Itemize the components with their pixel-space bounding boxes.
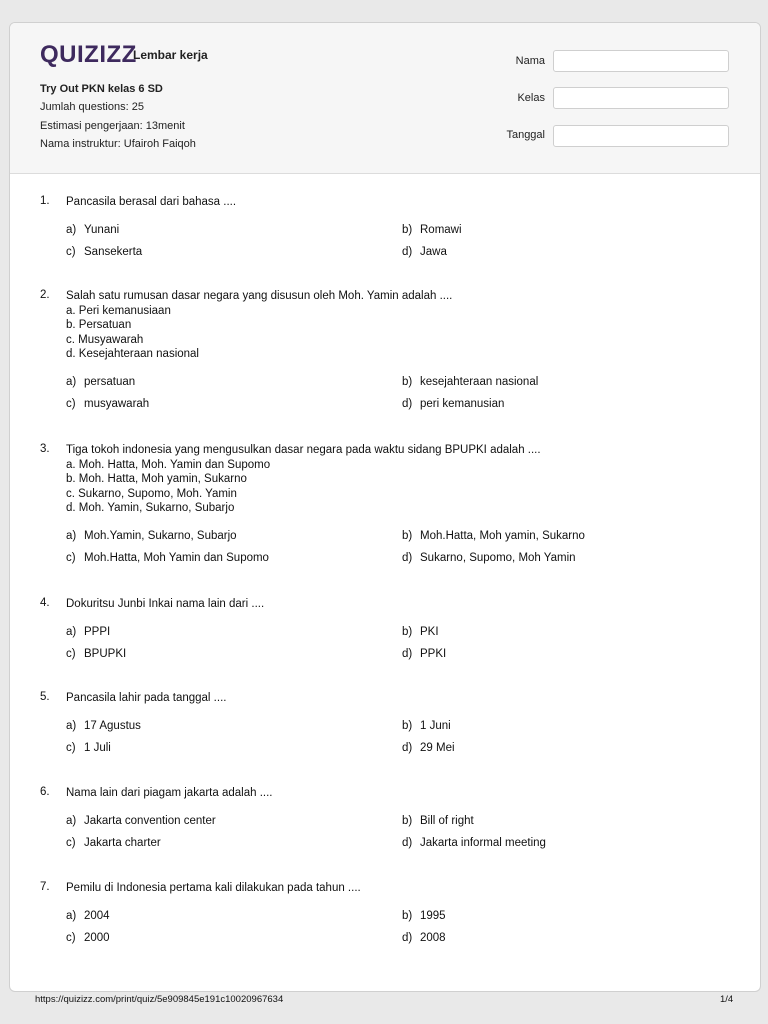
option-text: PKI: [420, 626, 439, 638]
answer-option: [402, 815, 474, 827]
question-number: 6.: [40, 786, 50, 798]
option-letter: c): [66, 398, 76, 410]
page-number: 1/4: [720, 994, 734, 1005]
option-letter: c): [66, 837, 76, 849]
option-letter: b): [402, 720, 413, 732]
question-number: 1.: [40, 195, 50, 207]
option-letter: d): [402, 837, 413, 849]
option-letter: a): [66, 530, 77, 542]
answer-option: [402, 224, 462, 236]
option-letter: b): [402, 376, 413, 388]
question-text: Salah satu rumusan dasar negara yang disusun oleh Moh. Yamin adalah ....: [66, 290, 453, 302]
option-text: 1 Juli: [84, 742, 111, 754]
worksheet-header: [10, 23, 760, 174]
class-field[interactable]: [553, 87, 729, 109]
option-text: peri kemanusian: [420, 398, 505, 410]
option-text: 2000: [84, 932, 110, 944]
questions-count: Jumlah questions: 25: [40, 101, 144, 113]
question-text-line: c. Musyawarah: [66, 333, 144, 346]
option-text: 1 Juni: [420, 720, 451, 732]
answer-option: [66, 910, 110, 922]
answer-option: [66, 398, 149, 410]
answer-option: [66, 720, 141, 732]
question-text: Tiga tokoh indonesia yang mengusulkan dasar negara pada waktu sidang BPUPKI adalah ....: [66, 444, 541, 456]
name-field[interactable]: [553, 50, 729, 72]
option-letter: c): [66, 648, 76, 660]
answer-option: [402, 552, 576, 564]
option-text: Jakarta convention center: [84, 815, 216, 827]
question-number: 4.: [40, 597, 50, 609]
option-letter: a): [66, 224, 77, 236]
option-text: Romawi: [420, 224, 462, 236]
option-text: PPKI: [420, 648, 447, 660]
option-letter: b): [402, 530, 413, 542]
page-url: https://quizizz.com/print/quiz/5e909845e191c10020967634: [35, 994, 284, 1005]
answer-option: [66, 376, 135, 388]
question-text: Dokuritsu Junbi Inkai nama lain dari ....: [66, 598, 265, 610]
option-letter: b): [402, 910, 413, 922]
option-text: Sansekerta: [84, 246, 143, 258]
answer-option: [66, 648, 126, 660]
option-letter: c): [66, 932, 76, 944]
option-letter: b): [402, 224, 413, 236]
answer-option: [402, 910, 446, 922]
option-letter: a): [66, 720, 77, 732]
answer-option: [402, 626, 439, 638]
option-letter: b): [402, 626, 413, 638]
estimated-time: Estimasi pengerjaan: 13menit: [40, 120, 185, 132]
option-text: Moh.Yamin, Sukarno, Subarjo: [84, 530, 237, 542]
option-letter: a): [66, 910, 77, 922]
date-field-label: Tanggal: [506, 129, 545, 141]
question-text-line: b. Moh. Hatta, Moh yamin, Sukarno: [66, 473, 247, 485]
option-text: Bill of right: [420, 815, 474, 827]
answer-option: [66, 837, 161, 849]
option-text: 1995: [420, 910, 446, 922]
option-letter: b): [402, 815, 413, 827]
answer-option: [66, 224, 119, 236]
answer-option: [66, 742, 111, 754]
class-field-label: Kelas: [517, 92, 545, 104]
quiz-title: Try Out PKN kelas 6 SD: [40, 83, 163, 95]
answer-option: [66, 815, 216, 827]
answer-option: [66, 552, 269, 564]
option-text: 2004: [84, 910, 110, 922]
answer-option: [402, 742, 455, 754]
option-text: Moh.Hatta, Moh yamin, Sukarno: [420, 530, 585, 542]
answer-option: [402, 837, 546, 849]
question-text-line: d. Kesejahteraan nasional: [66, 348, 199, 360]
option-text: Jakarta informal meeting: [420, 837, 546, 849]
answer-option: [402, 932, 446, 944]
question-text: Pancasila lahir pada tanggal ....: [66, 692, 227, 704]
answer-option: [402, 246, 447, 258]
question-number: 3.: [40, 443, 50, 455]
instructor-name: Nama instruktur: Ufairoh Faiqoh: [40, 138, 196, 150]
answer-option: [402, 648, 446, 660]
option-letter: d): [402, 246, 413, 258]
option-letter: d): [402, 552, 413, 564]
question-text-line: d. Moh. Yamin, Sukarno, Subarjo: [66, 502, 235, 514]
question-text-line: b. Persatuan: [66, 319, 132, 331]
question-text-line: a. Peri kemanusiaan: [66, 304, 171, 317]
option-letter: d): [402, 742, 413, 754]
answer-option: [402, 398, 504, 410]
question-text: Pemilu di Indonesia pertama kali dilakukan pada tahun ....: [66, 882, 361, 894]
option-text: persatuan: [84, 376, 136, 388]
option-letter: c): [66, 246, 76, 258]
question-text-line: c. Sukarno, Supomo, Moh. Yamin: [66, 487, 237, 500]
option-text: Yunani: [84, 224, 120, 236]
option-text: Sukarno, Supomo, Moh Yamin: [420, 552, 576, 564]
question-text: Nama lain dari piagam jakarta adalah ....: [66, 787, 273, 799]
worksheet-label: Lembar kerja: [133, 48, 208, 62]
answer-option: [402, 720, 451, 732]
option-letter: a): [66, 626, 77, 638]
option-letter: a): [66, 815, 77, 827]
option-letter: d): [402, 648, 413, 660]
question-text: Pancasila berasal dari bahasa ....: [66, 196, 237, 208]
option-text: 29 Mei: [420, 742, 455, 754]
date-field[interactable]: [553, 125, 729, 147]
option-letter: d): [402, 398, 413, 410]
answer-option: [66, 530, 237, 542]
option-letter: c): [66, 742, 76, 754]
answer-option: [402, 530, 585, 542]
answer-option: [66, 626, 110, 638]
answer-option: [402, 376, 538, 388]
option-text: Jawa: [420, 246, 447, 258]
answer-option: [66, 932, 110, 944]
option-letter: d): [402, 932, 413, 944]
option-text: PPPI: [84, 626, 111, 638]
worksheet-page: [9, 22, 761, 992]
question-number: 2.: [40, 289, 50, 301]
answer-option: [66, 246, 142, 258]
option-text: 17 Agustus: [84, 720, 141, 732]
option-text: kesejahteraan nasional: [420, 376, 539, 388]
option-letter: c): [66, 552, 76, 564]
option-text: 2008: [420, 932, 446, 944]
name-field-label: Nama: [515, 55, 545, 67]
question-text-line: a. Moh. Hatta, Moh. Yamin dan Supomo: [66, 458, 271, 471]
option-text: Jakarta charter: [84, 837, 161, 849]
question-number: 5.: [40, 691, 50, 703]
option-text: Moh.Hatta, Moh Yamin dan Supomo: [84, 552, 269, 564]
option-text: musyawarah: [84, 398, 150, 410]
question-number: 7.: [40, 881, 50, 893]
option-text: BPUPKI: [84, 648, 127, 660]
quizizz-logo: QUIZIZZ: [40, 41, 137, 68]
option-letter: a): [66, 376, 77, 388]
